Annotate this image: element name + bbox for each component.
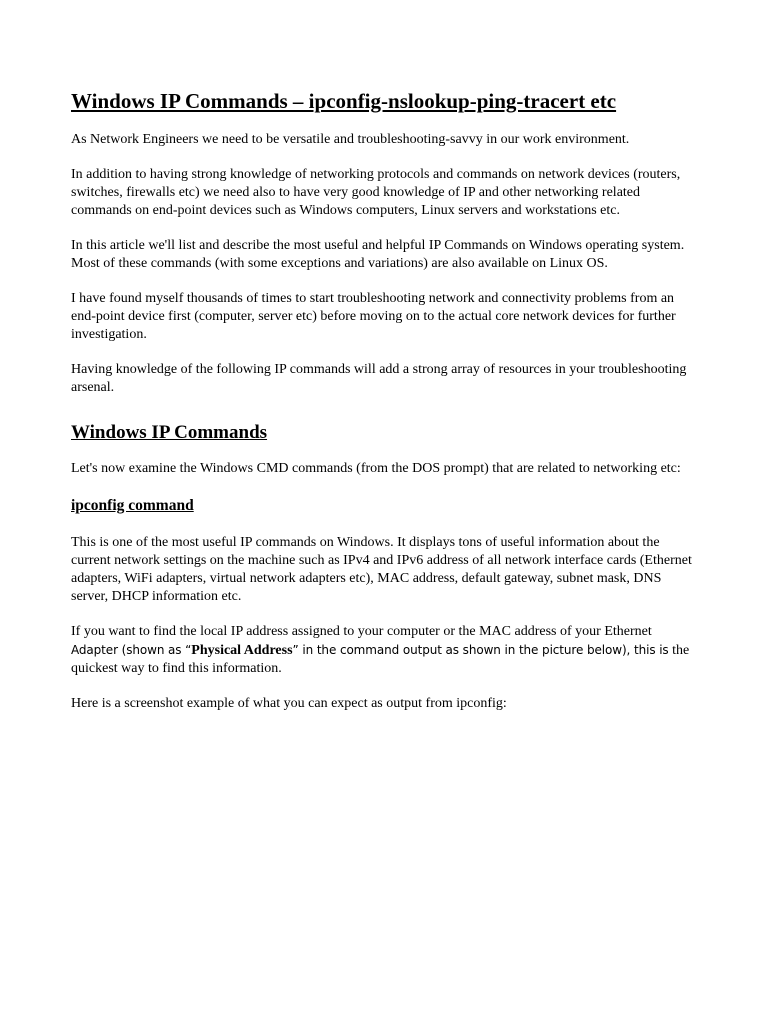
physical-address-label: Physical Address [191, 643, 293, 659]
ipconfig-paragraph-2-part-4: the quickest way to find this information. [71, 643, 690, 677]
ipconfig-paragraph-2-part-3: ” in the command output as shown in the picture below), this is [292, 643, 669, 658]
intro-paragraph-2: In addition to having strong knowledge of networking protocols and commands on network devices (routers, switches, firewalls etc) we need also to have very good knowledge of IP and other networking related commands on end-point devices such as Windows computers, Linux servers and workstations etc. [71, 167, 681, 219]
ipconfig-paragraph-2 [71, 623, 698, 678]
ipconfig-paragraph-3: Here is a screenshot example of what you can expect as output from ipconfig: [71, 696, 507, 712]
intro-paragraph-4: I have found myself thousands of times to start troubleshooting network and connectivity problems from an end-point device first (computer, server etc) before moving on to the actual core network devices for further investigation. [71, 291, 676, 343]
subsection-heading-ipconfig: ipconfig command [71, 496, 194, 514]
intro-paragraph-5: Having knowledge of the following IP commands will add a strong array of resources in your troubleshooting arsenal. [71, 362, 687, 396]
intro-paragraph-1: As Network Engineers we need to be versatile and troubleshooting-savvy in our work environment. [71, 132, 630, 148]
document-title: Windows IP Commands – ipconfig-nslookup-ping-tracert etc [71, 89, 617, 113]
ipconfig-paragraph-2-part-2: Adapter (shown as “ [71, 643, 192, 658]
intro-paragraph-3: In this article we'll list and describe the most useful and helpful IP Commands on Windows operating system. Most of these commands (with some exceptions and variations) are also available on Linux OS. [71, 238, 685, 272]
section-paragraph: Let's now examine the Windows CMD commands (from the DOS prompt) that are related to networking etc: [71, 460, 681, 476]
ipconfig-paragraph-2-part-1: If you want to find the local IP address assigned to your computer or the MAC address of your Ethernet [71, 624, 652, 640]
ipconfig-paragraph-1: This is one of the most useful IP commands on Windows. It displays tons of useful information about the current network settings on the machine such as IPv4 and IPv6 address of all network interface cards (Ethernet adapters, WiFi adapters, virtual network adapters etc), MAC address, default gateway, subnet mask, DNS server, DHCP information etc. [71, 535, 692, 605]
section-heading-windows-ip-commands: Windows IP Commands [71, 422, 268, 444]
